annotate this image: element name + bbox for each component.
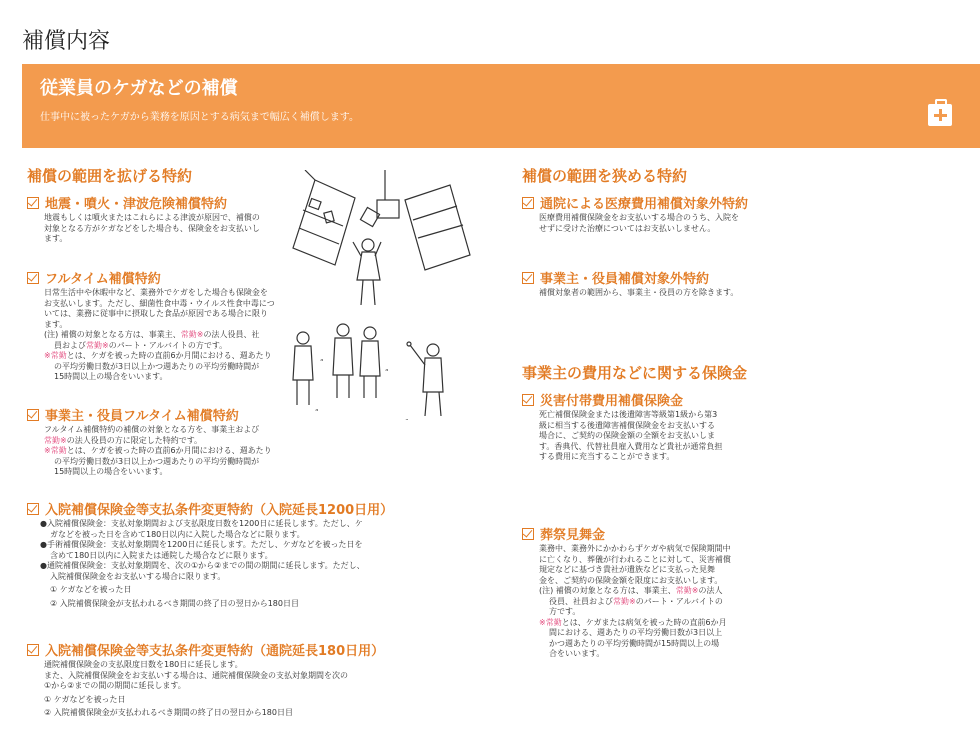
check-icon [522,197,534,209]
svg-text:„: „ [385,364,389,372]
check-icon [27,197,39,209]
check-icon [27,503,39,515]
item-title-hospital-1200: 入院補償保険金等支払条件変更特約（入院延長1200日用） [27,499,393,518]
first-aid-kit-icon [928,104,952,126]
item-title-outpatient-exclusion: 通院による医療費用補償対象外特約 [522,193,748,212]
section-title-cost: 事業主の費用などに関する保険金 [522,364,748,382]
item-body-earthquake: 地震もしくは噴火またはこれらによる津波が原因で、補償の 対象となる方がケガなどをした場合も、保険金をお支払いし ます。 [44,213,260,243]
banner-title: 従業員のケガなどの補償 [40,78,238,99]
item-title-fulltime: フルタイム補償特約 [27,268,161,287]
item-body-exec-exclusion: 補償対象者の範囲から、事業主・役員の方を除きます。 [539,288,739,297]
item-body-outpatient-exclusion: 医療費用補償保険金をお支払いする場合のうち、入院を せずに受けた治療についてはお支払いしません。 [539,213,739,233]
item-body-funeral: 業務中、業務外にかかわらずケガや病気で保険期間中 に亡くなり、葬儀が行われることに対して、災害補償 規定などに基づき貴社が遺族などに支払った見舞 金を、ご契約の保険金額を限度にお支払いします。 (注) 補償の対象となる方は、事業主、常勤※の法人 役員、社員および常勤※のパート・アルバイトの 方です。 ※常勤とは、ケガまたは病気を被った時の直前6か月 間における、週あたりの平均労働日数が3日以上 かつ週あたりの平均労働時間が15時間以上の場 合をいいます。 [539,544,731,658]
check-icon [27,409,39,421]
banner [22,64,980,148]
item-body-exec-fulltime: フルタイム補償特約の補償の対象となる方を、事業主および 常勤※の法人役員の方に限定した特約です。 ※常勤とは、ケガを被った時の直前6か月間における、週あたり の平均労働日数が3日以上かつ週あたりの平均労働時間が 15時間以上の場合をいいます。 [44,425,272,476]
svg-text:„: „ [320,354,324,362]
item-body-hospital-1200: ●入院補償保険金：支払対象期間および支払限度日数を1200日に延長します。ただし、ケ ガなどを被った日を含めて180日以内に入院した場合などに限ります。 ●手術補償保険金：支払対象期間を1200日に延長します。ただし、ケガなどを被った日を 含めて180日以内に入院または通院した場合などに限ります。 ●通院補償保険金：支払対象期間を、次の①から②までの間の期間に延長します。ただし、 入院補償保険金をお支払いする場合に限ります。 ① ケガなどを被った日 ② 入院補償保険金が支払われるべき期間の終了日の翌日から180日目 [40,519,365,608]
section-title-expand: 補償の範囲を拡げる特約 [27,167,193,185]
check-icon [27,644,39,656]
section-title-narrow: 補償の範囲を狭める特約 [522,167,688,185]
svg-text:„: „ [405,414,409,420]
check-icon [522,272,534,284]
item-body-disaster-cost: 死亡補償保険金または後遺障害等級第1級から第3 級に相当する後遺障害補償保険金をお支払いする 場合に、ご契約の保険金額の全額をお支払いしま す。香典代、代替社員雇入費用など貴社が通常負担 する費用に充当することができます。 [539,410,723,461]
page-title: 補償内容 [22,29,111,54]
item-title-disaster-cost: 災害付帯費用補償保険金 [522,390,683,409]
earthquake-office-illustration [285,170,475,420]
item-body-fulltime: 日常生活中や休暇中など、業務外でケガをした場合も保険金を お支払いします。ただし、細菌性食中毒・ウイルス性食中毒につ いては、業務に従事中に摂取した食品が原因である場合に限り ます。 (注) 補償の対象となる方は、事業主、常勤※の法人役員、社 員および常勤※のパート・アルバイトの方です。 ※常勤とは、ケガを被った時の直前6か月間における、週あたり の平均労働日数が3日以上かつ週あたりの平均労働時間が 15時間以上の場合をいいます。 [44,288,275,381]
item-body-outpatient-180: 通院補償保険金の支払限度日数を180日に延長します。 また、入院補償保険金をお支払いする場合は、通院補償保険金の支払対象期間を次の ①から②までの間の期間に延長します。 ① ケガなどを被った日 ② 入院補償保険金が支払われるべき期間の終了日の翌日から180日目 [44,660,348,717]
svg-text:„: „ [315,404,319,412]
check-icon [522,394,534,406]
item-title-outpatient-180: 入院補償保険金等支払条件変更特約（通院延長180日用） [27,640,384,659]
item-title-exec-exclusion: 事業主・役員補償対象外特約 [522,268,709,287]
check-icon [27,272,39,284]
item-title-exec-fulltime: 事業主・役員フルタイム補償特約 [27,405,239,424]
item-title-funeral: 葬祭見舞金 [522,524,605,543]
item-title-earthquake: 地震・噴火・津波危険補償特約 [27,193,227,212]
banner-subtitle: 仕事中に被ったケガから業務を原因とする病気まで幅広く補償します。 [40,112,359,123]
check-icon [522,528,534,540]
